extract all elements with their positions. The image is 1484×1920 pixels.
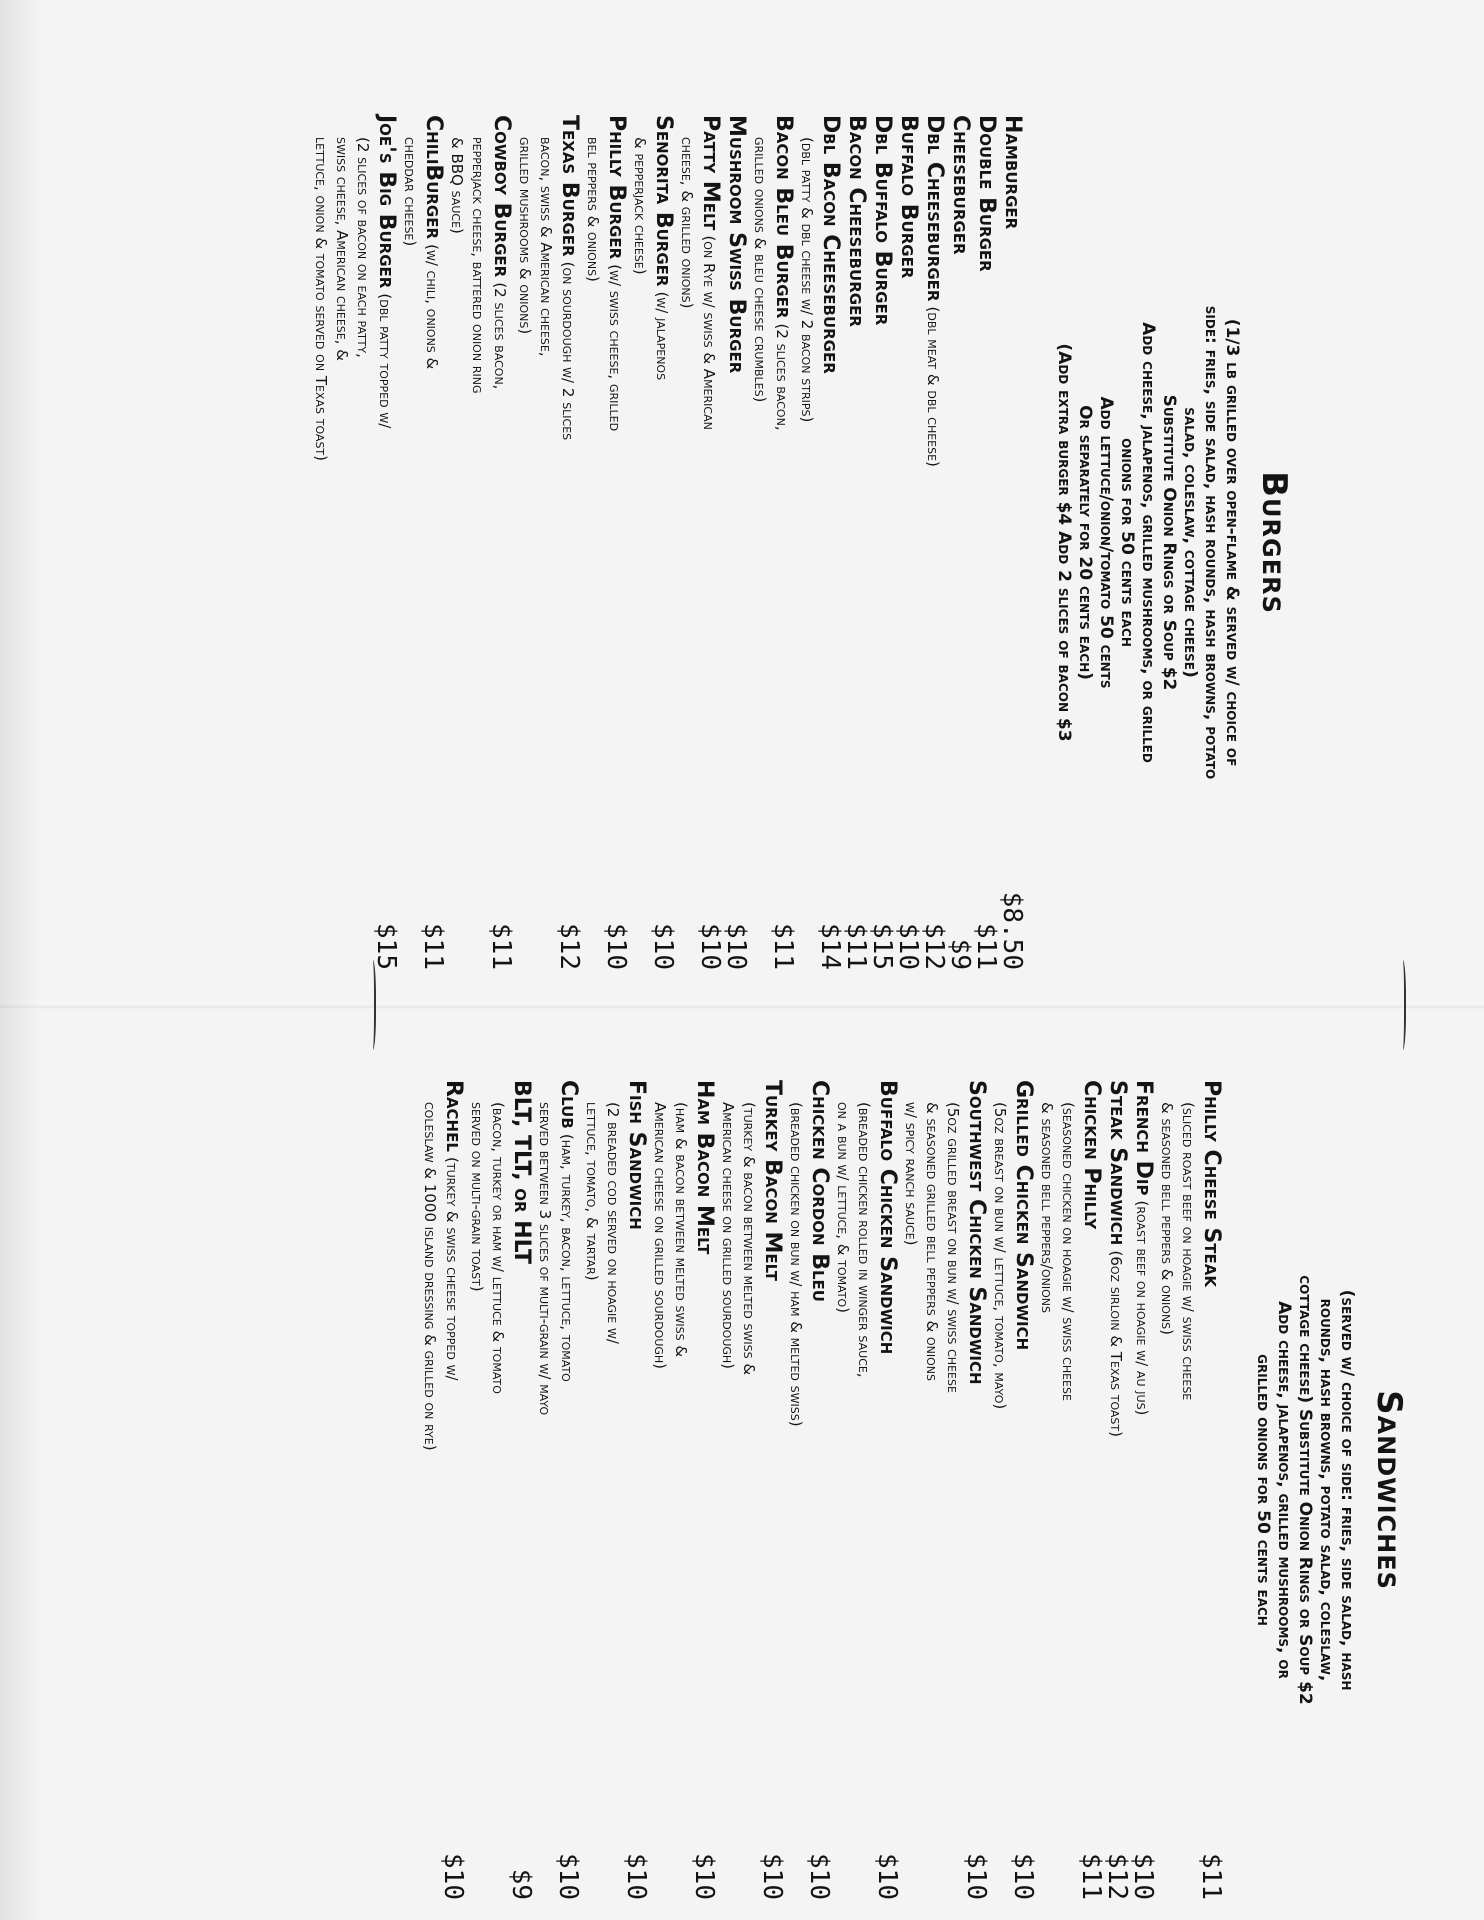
- menu-item-description: (on sourdough w/ 2 slices: [559, 261, 577, 441]
- menu-item-text: [649, 1080, 717, 1847]
- menu-item-detail: American cheese on grilled sourdough): [651, 1102, 669, 1370]
- menu-item-price: $10: [961, 1853, 991, 1900]
- menu-item-price: $11: [1196, 1853, 1226, 1900]
- menu-item-price: $15: [371, 923, 401, 970]
- menu-item-text: [534, 1080, 581, 1847]
- menu-item-description: (dbl patty topped w/: [376, 293, 394, 429]
- menu-item-detail: lettuce, tomato, & tartar): [583, 1102, 601, 1281]
- menu-item-detail: w/ spicy ranch sauce): [902, 1102, 920, 1246]
- menu-item-detail: pepperjack cheese, battered onion ring: [469, 137, 487, 394]
- menu-note-line: (1/3 lb grilled over open-flame & served w/ choice of: [1222, 318, 1242, 767]
- staple-mark: [368, 960, 376, 1050]
- burgers-notes: [1053, 115, 1242, 970]
- menu-item-detail: & BBQ sauce): [448, 137, 466, 234]
- menu-item-name: Dbl Cheeseburger: [922, 115, 947, 302]
- menu-item-detail: grilled onions & bleu cheese crumbles): [751, 137, 769, 403]
- menu-item-name: Hamburger: [1000, 115, 1025, 230]
- menu-item-text: [999, 115, 1025, 886]
- menu-item: [1156, 1080, 1224, 1900]
- menu-item-price: $9: [945, 938, 975, 970]
- menu-item-detail: served on multi-grain toast): [468, 1102, 486, 1292]
- menu-item-name: French Dip: [1131, 1080, 1156, 1196]
- menu-item-name: Philly Cheese Steak: [1199, 1080, 1224, 1288]
- menu-item-name: Bacon Bleu Burger: [771, 115, 796, 319]
- menu-item-description: (2 slices bacon,: [491, 282, 509, 390]
- menu-item: [843, 115, 869, 970]
- menu-item-name: Cheeseburger: [948, 115, 973, 255]
- menu-item-name: Dbl Buffalo Burger: [870, 115, 895, 326]
- menu-item-text: [310, 115, 399, 917]
- menu-item: [785, 1080, 832, 1900]
- menu-item-detail: bacon, swiss & American cheese,: [537, 137, 555, 357]
- menu-item-name: Buffalo Burger: [896, 115, 921, 279]
- menu-item-price: $10: [695, 923, 725, 970]
- sandwiches-notes: [1252, 1080, 1357, 1900]
- page-fold: [0, 1005, 1484, 1009]
- menu-item: [947, 115, 973, 970]
- menu-item-description: (w/ swiss cheese, grilled: [606, 264, 624, 432]
- menu-item-name: Southwest Chicken Sandwich: [964, 1080, 989, 1385]
- menu-item-price: $10: [553, 1853, 583, 1900]
- menu-item-text: [717, 1080, 785, 1847]
- menu-item: [717, 1080, 785, 1900]
- menu-note-line: Substitute Onion Rings or Soup $2: [1159, 394, 1179, 691]
- menu-item-text: [785, 1080, 832, 1847]
- menu-item-text: [947, 115, 973, 933]
- menu-item-detail: (seasoned chicken on hoagie w/ swiss cheese: [1059, 1102, 1077, 1401]
- menu-item-description: (turkey & swiss cheese topped w/: [443, 1157, 461, 1381]
- menu-item: [749, 115, 796, 970]
- menu-item-description: (roast beef on hoagie w/ au jus): [1133, 1200, 1151, 1416]
- menu-item: [895, 115, 921, 970]
- menu-item-detail: & pepperjack cheese): [631, 137, 649, 275]
- menu-note-line: salad, coleslaw, cottage cheese): [1180, 407, 1200, 678]
- menu-item: [582, 115, 629, 970]
- menu-item: [869, 115, 895, 970]
- menu-note-line: Or separately for 20 cents each): [1075, 405, 1095, 680]
- menu-item: [796, 115, 843, 970]
- menu-item-text: [869, 115, 895, 917]
- menu-item-price: $10: [438, 1853, 468, 1900]
- menu-item-detail: & seasoned bell peppers & onions): [1158, 1102, 1176, 1336]
- menu-item-price: $12: [1102, 1853, 1132, 1900]
- menu-item-price: $10: [621, 1853, 651, 1900]
- menu-item-text: [989, 1080, 1036, 1847]
- menu-item-price: $11: [971, 923, 1001, 970]
- menu-note-line: rounds, hash browns, potato salad, coleslaw,: [1316, 1298, 1336, 1682]
- menu-item: [629, 115, 676, 970]
- menu-item-price: $10: [757, 1853, 787, 1900]
- menu-item: [419, 1080, 466, 1900]
- menu-item-price: $10: [893, 923, 923, 970]
- menu-item-description: (2 slices bacon,: [773, 323, 791, 431]
- sandwiches-section: [0, 1060, 1484, 1920]
- menu-item-price: $15: [867, 923, 897, 970]
- menu-note-line: Add lettuce/onion/tomato 50 cents: [1096, 396, 1116, 689]
- menu-item-text: [796, 115, 843, 917]
- menu-item-price: $11: [768, 923, 798, 970]
- menu-item-name: Texas Burger: [557, 115, 582, 257]
- menu-item-detail: cheddar cheese): [401, 137, 419, 247]
- menu-item-price: $11: [418, 923, 448, 970]
- menu-item-name: Philly Burger: [604, 115, 629, 260]
- burgers-items: [310, 115, 1025, 970]
- menu-note-line: onions for 50 cents each: [1117, 438, 1137, 647]
- menu-note-line: cottage cheese) Substitute Onion Rings or Soup $2: [1295, 1275, 1315, 1705]
- sandwiches-items: [419, 1080, 1224, 1900]
- menu-item-detail: swiss cheese, American cheese, &: [333, 137, 351, 361]
- menu-item-detail: (5oz breast on bun w/ lettuce, tomato, mayo): [991, 1102, 1009, 1410]
- menu-item-price: $10: [689, 1853, 719, 1900]
- menu-item-name: Double Burger: [974, 115, 999, 272]
- menu-item-name: Dbl Bacon Cheeseburger: [818, 115, 843, 374]
- menu-item-text: [843, 115, 869, 917]
- menu-item: [581, 1080, 649, 1900]
- menu-item-detail: (dbl patty & dbl cheese w/ 2 bacon strips): [798, 137, 816, 423]
- menu-item-price: $10: [601, 923, 631, 970]
- menu-item: [1104, 1080, 1130, 1900]
- menu-item-text: [676, 115, 723, 917]
- menu-item-text: [895, 115, 921, 917]
- menu-item-name: BLT, TLT, or HLT: [509, 1080, 534, 1265]
- menu-note-line: grilled onions for 50 cents each: [1253, 1354, 1273, 1626]
- menu-item: [921, 115, 947, 970]
- menu-item-price: $12: [554, 923, 584, 970]
- menu-item-text: [581, 1080, 649, 1847]
- burgers-title: Burgers: [1254, 471, 1294, 614]
- menu-item-detail: & seasoned bell peppers/onions: [1038, 1102, 1056, 1313]
- menu-item-name: Mushroom Swiss Burger: [724, 115, 749, 374]
- menu-note-line: (Add extra burger $4 Add 2 slices of bacon $3: [1054, 343, 1074, 742]
- menu-item-description: (w/ jalapenos: [653, 291, 671, 381]
- menu-item: [999, 115, 1025, 970]
- menu-item-name: Turkey Bacon Melt: [760, 1080, 785, 1281]
- menu-item-name: Patty Melt: [698, 115, 723, 231]
- menu-item-price: $10: [721, 923, 751, 970]
- menu-item-detail: cheese, & grilled onions): [678, 137, 696, 309]
- menu-item-detail: grilled mushrooms & onions): [516, 137, 534, 335]
- menu-item: [649, 1080, 717, 1900]
- menu-item: [514, 115, 582, 970]
- menu-item: [900, 1080, 989, 1900]
- menu-item-detail: coleslaw & 1000 island dressing & grilled on rye): [421, 1102, 439, 1451]
- menu-item-text: [399, 115, 446, 917]
- menu-item-description: (on Rye w/ swiss & American: [700, 235, 718, 430]
- menu-item-price: $10: [648, 923, 678, 970]
- menu-item-text: [1156, 1080, 1224, 1847]
- menu-item-name: Joe's Big Burger: [374, 115, 399, 289]
- menu-item-name: Ham Bacon Melt: [692, 1080, 717, 1255]
- menu-item-name: Senorita Burger: [651, 115, 676, 287]
- staple-mark: [1398, 960, 1406, 1050]
- menu-item-description: (dbl meat & dbl cheese): [924, 306, 942, 467]
- menu-item-detail: (5oz grilled breast on bun w/ swiss cheese: [944, 1102, 962, 1393]
- menu-item-name: Buffalo Chicken Sandwich: [875, 1080, 900, 1355]
- menu-item: [676, 115, 723, 970]
- menu-item-detail: (turkey & bacon between melted swiss &: [740, 1102, 758, 1376]
- menu-item-text: [1104, 1080, 1130, 1847]
- menu-item-detail: (ham & bacon between melted swiss &: [672, 1102, 690, 1358]
- menu-item-price: $10: [872, 1853, 902, 1900]
- menu-item-detail: American cheese on grilled sourdough): [719, 1102, 737, 1370]
- menu-item-text: [446, 115, 514, 917]
- menu-item-price: $11: [841, 923, 871, 970]
- menu-item: [399, 115, 446, 970]
- menu-item-price: $11: [1076, 1853, 1106, 1900]
- menu-item-detail: on a bun w/ lettuce, & tomato): [834, 1102, 852, 1314]
- menu-item-text: [582, 115, 629, 917]
- menu-note-line: (served w/ choice of side: fries, side salad, hash: [1337, 1289, 1357, 1691]
- menu-item-text: [514, 115, 582, 917]
- menu-item-text: [900, 1080, 989, 1847]
- menu-item-text: [466, 1080, 534, 1863]
- menu-item-description: (ham, turkey, bacon, lettuce, tomato: [558, 1133, 576, 1382]
- menu-item-detail: (breaded chicken on bun w/ ham & melted swiss): [787, 1102, 805, 1427]
- menu-item-text: [832, 1080, 900, 1847]
- menu-item-price: $10: [1008, 1853, 1038, 1900]
- menu-item-price: $11: [486, 923, 516, 970]
- menu-item: [446, 115, 514, 970]
- menu-note-line: Add cheese, jalapenos, grilled mushrooms, or grilled: [1138, 322, 1158, 763]
- menu-item-name: Steak Sandwich: [1105, 1080, 1130, 1246]
- menu-item-price: $10: [804, 1853, 834, 1900]
- menu-item-price: $12: [919, 923, 949, 970]
- menu-item-price: $14: [815, 923, 845, 970]
- menu-item-detail: (2 breaded cod served on hoagie w/: [604, 1102, 622, 1344]
- menu-item-price: $9: [506, 1868, 536, 1900]
- menu-item-detail: & seasoned grilled bell peppers & onions: [923, 1102, 941, 1382]
- sandwiches-title: Sandwiches: [1369, 1390, 1409, 1590]
- menu-item-text: [749, 115, 796, 917]
- menu-item: [832, 1080, 900, 1900]
- menu-item-name: Chicken Cordon Bleu: [807, 1080, 832, 1302]
- menu-item-price: $8.50: [997, 891, 1027, 970]
- menu-item: [723, 115, 749, 970]
- menu-item-name: Chicken Philly: [1079, 1080, 1104, 1230]
- menu-item-text: [629, 115, 676, 917]
- menu-item-description: (6oz sirloin & Texas toast): [1107, 1250, 1125, 1437]
- menu-item-name: ChiliBurger: [421, 115, 446, 240]
- menu-item: [310, 115, 399, 970]
- menu-item-text: [723, 115, 749, 917]
- menu-item-detail: (breaded chicken rolled in winger sauce,: [855, 1102, 873, 1378]
- menu-note-line: side: fries, side salad, hash rounds, hash browns, potato: [1201, 305, 1221, 780]
- menu-item-text: [921, 115, 947, 917]
- menu-item: [989, 1080, 1036, 1900]
- menu-item: [466, 1080, 534, 1900]
- menu-item-name: Rachel: [441, 1080, 466, 1152]
- menu-item-detail: lettuce, onion & tomato served on Texas toast): [312, 137, 330, 462]
- menu-item-detail: served between 3 slices of multi-grain w/ mayo: [536, 1102, 554, 1416]
- menu-item: [973, 115, 999, 970]
- menu-item-text: [419, 1080, 466, 1847]
- menu-item: [534, 1080, 581, 1900]
- menu-item: [1036, 1080, 1104, 1900]
- menu-item-detail: (sliced roast beef on hoagie w/ swiss cheese: [1179, 1102, 1197, 1401]
- menu-item-name: Bacon Cheeseburger: [844, 115, 869, 327]
- menu-item-text: [1036, 1080, 1104, 1847]
- menu-item-text: [1130, 1080, 1156, 1847]
- menu-item: [1130, 1080, 1156, 1900]
- menu-item-price: $10: [1128, 1853, 1158, 1900]
- menu-item-detail: (2 slices of bacon on each patty,: [354, 137, 372, 358]
- menu-item-detail: (bacon, turkey or ham w/ lettuce & tomato: [489, 1102, 507, 1394]
- menu-item-text: [973, 115, 999, 917]
- menu-item-description: (w/ chili, onions &: [423, 244, 441, 370]
- menu-item-name: Cowboy Burger: [489, 115, 514, 278]
- menu-item-name: Grilled Chicken Sandwich: [1011, 1080, 1036, 1351]
- menu-item-name: Club: [556, 1080, 581, 1129]
- menu-item-name: Fish Sandwich: [624, 1080, 649, 1230]
- menu-note-line: Add cheese, jalapenos, grilled mushrooms, or: [1274, 1301, 1294, 1679]
- menu-item-detail: bel peppers & onions): [584, 137, 602, 282]
